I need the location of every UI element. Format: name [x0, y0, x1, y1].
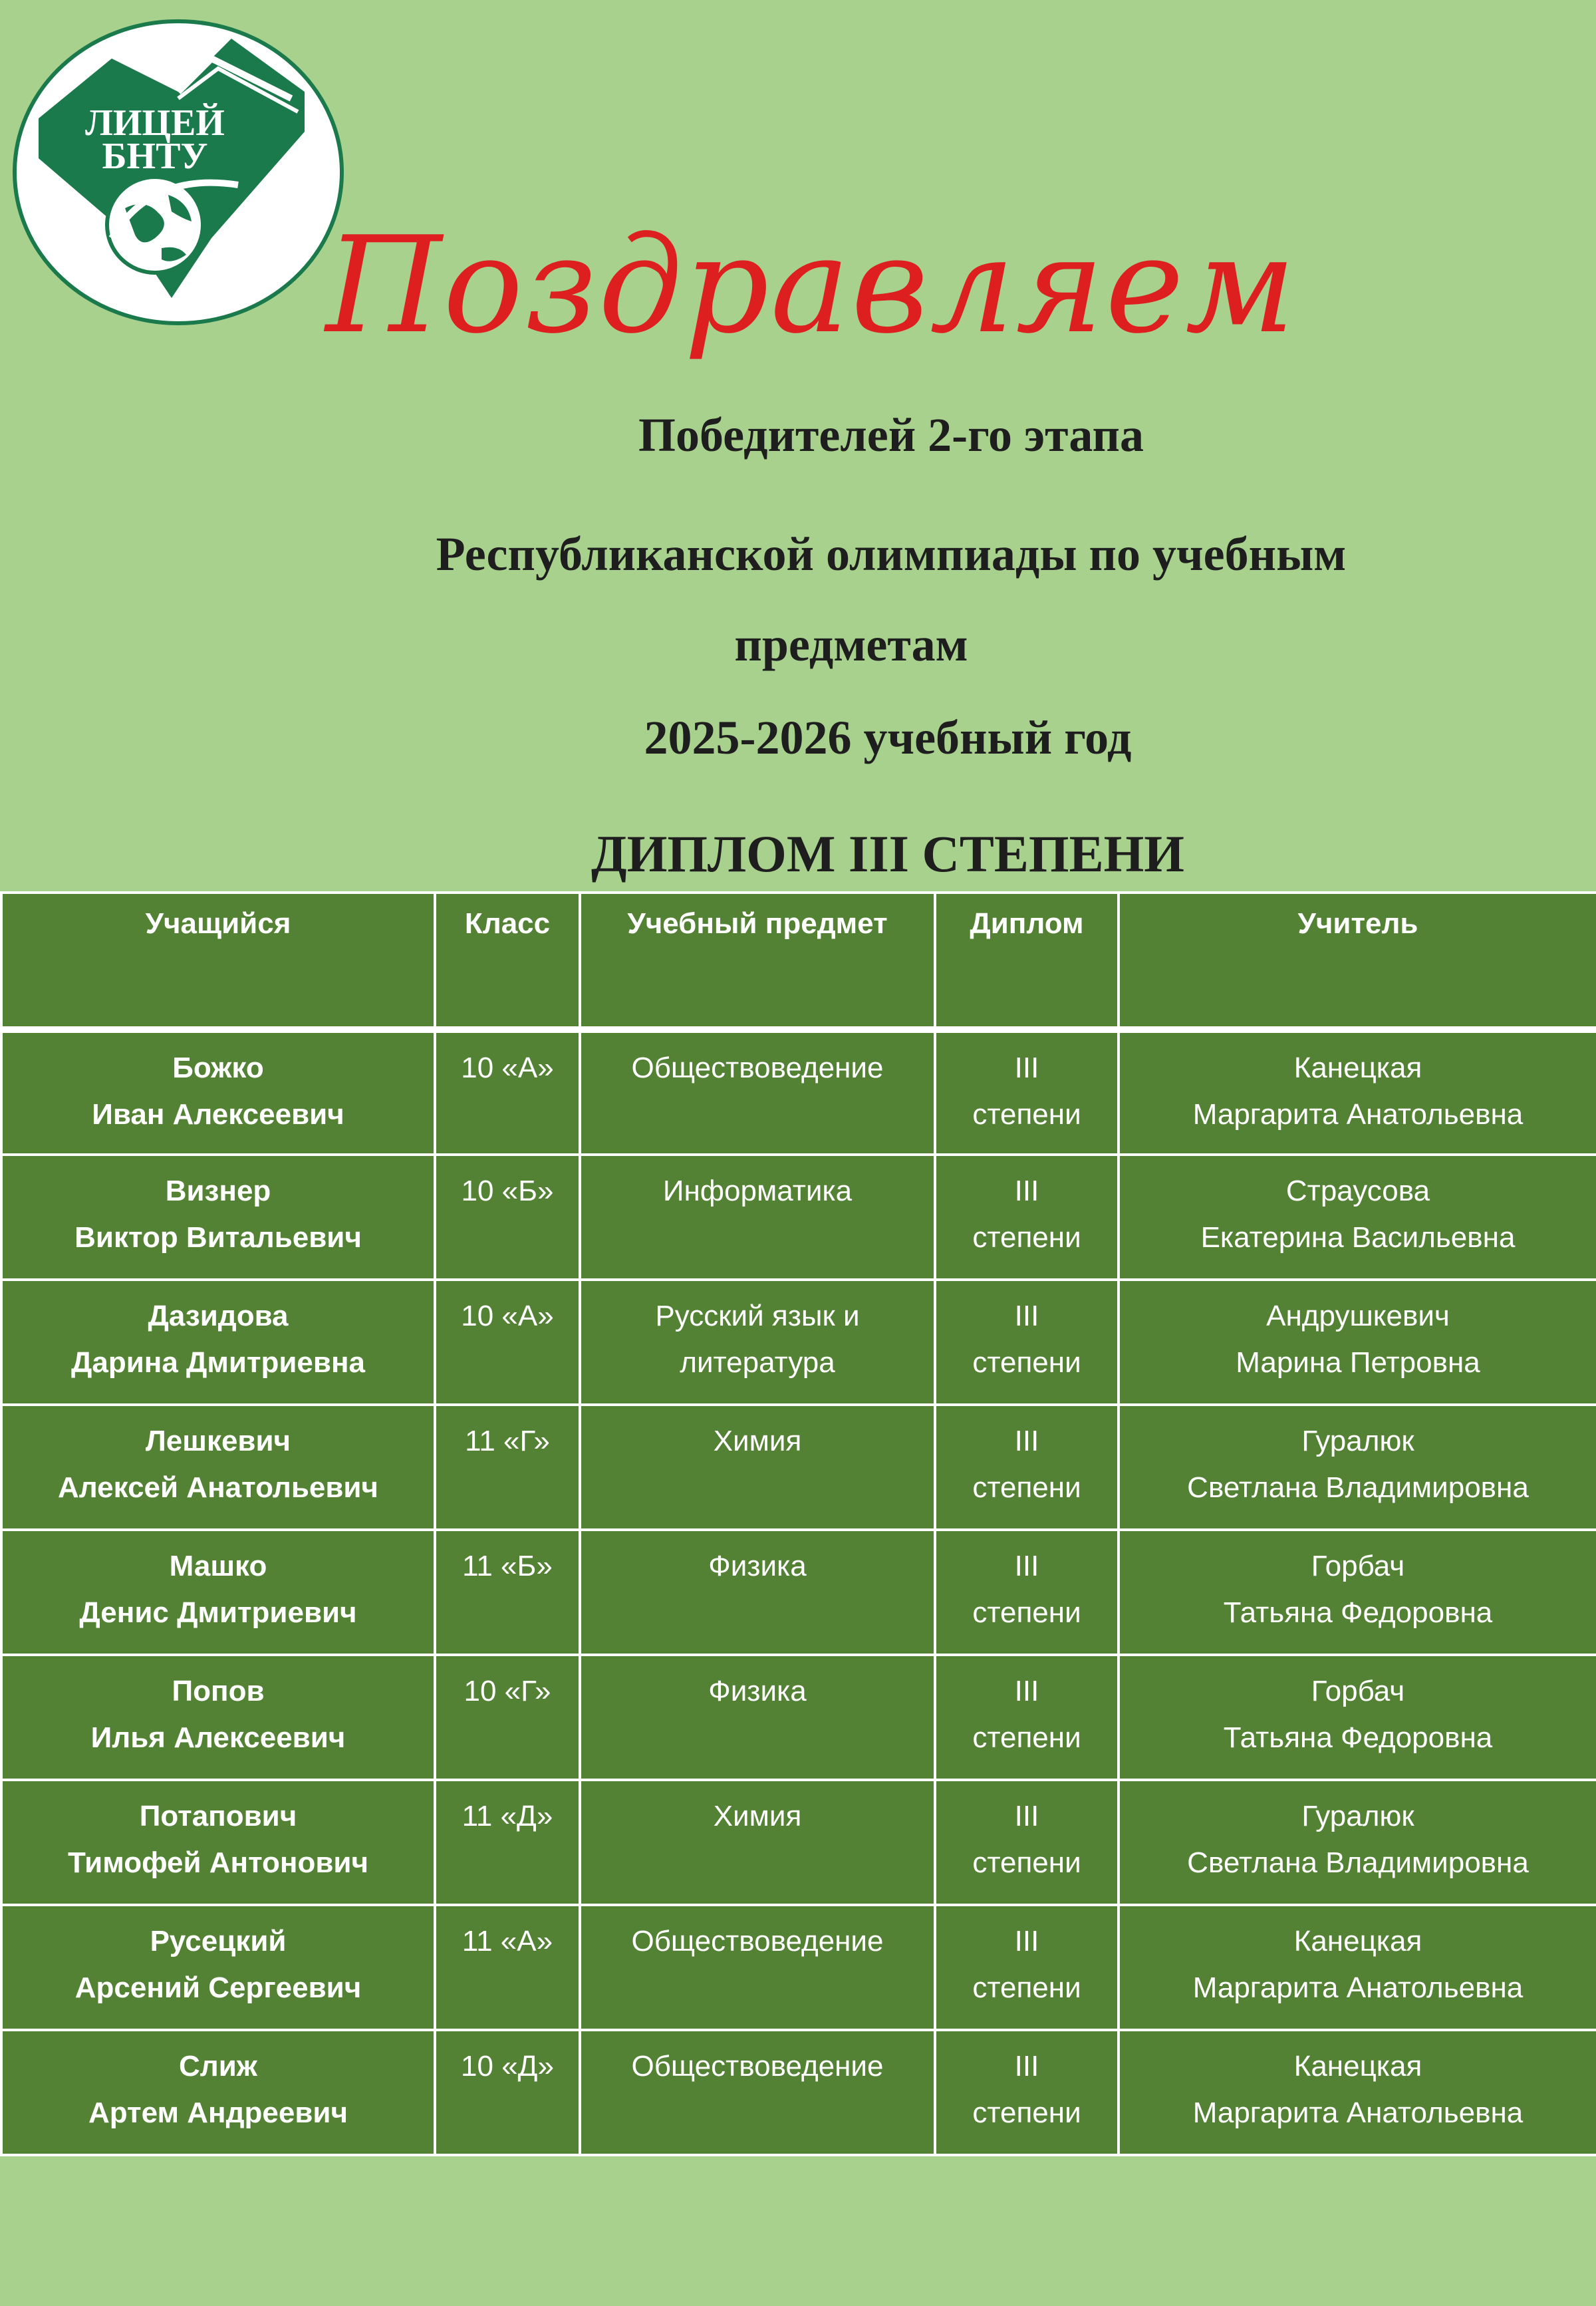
table-row	[1, 1780, 1596, 1905]
teacher-cell	[1119, 1530, 1596, 1655]
diploma-degree: III	[1014, 1052, 1039, 1084]
teacher-surname: Канецкая	[1293, 2050, 1422, 2083]
diploma-cell	[935, 1405, 1119, 1530]
student-cell	[1, 1405, 435, 1530]
subject-cell	[580, 1405, 935, 1530]
teacher-surname: Канецкая	[1293, 1052, 1422, 1084]
subject-cell	[580, 2030, 935, 2155]
subject-cell	[580, 1155, 935, 1280]
teacher-given-name: Татьяна Федоровна	[1223, 1721, 1493, 1754]
diploma-word: степени	[972, 1346, 1081, 1379]
table-row	[1, 2030, 1596, 2155]
diploma-cell	[935, 1280, 1119, 1405]
student-given-name: Дарина Дмитриевна	[71, 1346, 365, 1379]
teacher-cell	[1119, 1405, 1596, 1530]
congratulations-title: Поздравляем	[325, 208, 1297, 363]
student-given-name: Илья Алексеевич	[90, 1721, 346, 1754]
subject-cell	[580, 1030, 935, 1155]
teacher-given-name: Марина Петровна	[1236, 1346, 1480, 1379]
teacher-cell	[1119, 1155, 1596, 1280]
class-cell: 11 «А»	[435, 1905, 580, 2030]
student-cell	[1, 1030, 435, 1155]
teacher-surname: Гуралюк	[1301, 1800, 1414, 1832]
subject-line-2: литература	[680, 1346, 835, 1379]
subject-line-1: Обществоведение	[631, 2050, 884, 2083]
student-cell	[1, 1155, 435, 1280]
teacher-given-name: Маргарита Анатольевна	[1192, 1971, 1524, 2004]
teacher-surname: Горбач	[1311, 1550, 1405, 1582]
diploma-word: степени	[972, 1221, 1081, 1254]
header-subject: Учебный предмет	[580, 893, 935, 1030]
subject-cell	[580, 1655, 935, 1780]
student-cell	[1, 1655, 435, 1780]
teacher-surname: Гуралюк	[1301, 1425, 1414, 1457]
diploma-cell	[935, 1155, 1119, 1280]
subject-cell	[580, 1905, 935, 2030]
diploma-cell	[935, 2030, 1119, 2155]
table-row	[1, 1155, 1596, 1280]
diploma-word: степени	[972, 1721, 1081, 1754]
diploma-cell	[935, 1530, 1119, 1655]
header-teacher: Учитель	[1119, 893, 1596, 1030]
diploma-degree: III	[1014, 2050, 1039, 2083]
diploma-cell	[935, 1655, 1119, 1780]
subtitle-line-2: Республиканской олимпиады по учебным	[436, 527, 1347, 581]
teacher-given-name: Татьяна Федоровна	[1223, 1596, 1493, 1629]
subtitle-line-3: предметам	[734, 618, 968, 671]
subject-line-1: Информатика	[662, 1175, 853, 1207]
student-cell	[1, 1280, 435, 1405]
teacher-surname: Страусова	[1285, 1175, 1430, 1207]
diploma-degree: III	[1014, 1800, 1039, 1832]
student-given-name: Виктор Витальевич	[74, 1221, 362, 1254]
teacher-cell	[1119, 1030, 1596, 1155]
header-class: Класс	[435, 893, 580, 1030]
student-cell	[1, 2030, 435, 2155]
logo-text-line2: БНТУ	[102, 136, 208, 177]
student-given-name: Денис Дмитриевич	[79, 1596, 357, 1629]
subject-line-1: Русский язык и	[655, 1300, 860, 1332]
diploma-word: степени	[972, 2096, 1081, 2129]
class-cell: 10 «Б»	[435, 1155, 580, 1280]
header-diploma: Диплом	[935, 893, 1119, 1030]
table-row	[1, 1030, 1596, 1155]
diploma-word: степени	[972, 1846, 1081, 1879]
table-row	[1, 1280, 1596, 1405]
teacher-cell	[1119, 1905, 1596, 2030]
diploma-word: степени	[972, 1098, 1081, 1131]
teacher-cell	[1119, 1280, 1596, 1405]
winners-table	[0, 891, 1596, 2156]
diploma-degree: III	[1014, 1425, 1039, 1457]
class-cell: 11 «Б»	[435, 1530, 580, 1655]
student-given-name: Арсений Сергеевич	[74, 1971, 362, 2004]
teacher-cell	[1119, 2030, 1596, 2155]
diploma-degree: III	[1014, 1550, 1039, 1582]
subject-cell	[580, 1780, 935, 1905]
student-given-name: Алексей Анатольевич	[58, 1471, 378, 1504]
subject-cell	[580, 1530, 935, 1655]
subject-line-1: Физика	[708, 1550, 807, 1582]
teacher-cell	[1119, 1655, 1596, 1780]
diploma-degree: III	[1014, 1300, 1039, 1332]
teacher-surname: Горбач	[1311, 1675, 1405, 1707]
table-header-row	[1, 893, 1596, 1030]
teacher-given-name: Светлана Владимировна	[1187, 1471, 1529, 1504]
student-surname: Слиж	[179, 2050, 257, 2083]
teacher-surname: Андрушкевич	[1266, 1300, 1450, 1332]
teacher-given-name: Маргарита Анатольевна	[1192, 2096, 1524, 2129]
logo-text-line1: ЛИЦЕЙ	[85, 102, 225, 144]
diploma-cell	[935, 1030, 1119, 1155]
student-surname: Дазидова	[148, 1300, 289, 1332]
teacher-given-name: Екатерина Васильевна	[1200, 1221, 1516, 1254]
diploma-word: степени	[972, 1471, 1081, 1504]
student-given-name: Тимофей Антонович	[67, 1846, 369, 1879]
subject-line-1: Обществоведение	[631, 1925, 884, 1957]
student-cell	[1, 1530, 435, 1655]
diploma-cell	[935, 1905, 1119, 2030]
diploma-word: степени	[972, 1971, 1081, 2004]
student-given-name: Артем Андреевич	[88, 2096, 348, 2129]
subtitle-line-1: Победителей 2-го этапа	[638, 408, 1144, 462]
teacher-given-name: Светлана Владимировна	[1187, 1846, 1529, 1879]
class-cell: 11 «Д»	[435, 1780, 580, 1905]
class-cell: 10 «А»	[435, 1030, 580, 1155]
diploma-degree: III	[1014, 1175, 1039, 1207]
student-surname: Потапович	[139, 1800, 297, 1832]
diploma-cell	[935, 1780, 1119, 1905]
diploma-word: степени	[972, 1596, 1081, 1629]
student-surname: Машко	[169, 1550, 267, 1582]
class-cell: 11 «Г»	[435, 1405, 580, 1530]
teacher-surname: Канецкая	[1293, 1925, 1422, 1957]
student-surname: Божко	[172, 1052, 264, 1084]
academic-year: 2025-2026 учебный год	[644, 711, 1132, 764]
subject-line-1: Химия	[713, 1425, 802, 1457]
subject-line-1: Химия	[713, 1800, 802, 1832]
diploma-degree: III	[1014, 1675, 1039, 1707]
header-student: Учащийся	[1, 893, 435, 1030]
class-cell: 10 «А»	[435, 1280, 580, 1405]
student-cell	[1, 1905, 435, 2030]
table-row	[1, 1905, 1596, 2030]
student-given-name: Иван Алексеевич	[92, 1098, 344, 1131]
table-row	[1, 1655, 1596, 1780]
class-cell: 10 «Г»	[435, 1655, 580, 1780]
student-surname: Визнер	[165, 1175, 271, 1207]
teacher-cell	[1119, 1780, 1596, 1905]
diploma-title: ДИПЛОМ III СТЕПЕНИ	[591, 825, 1184, 883]
student-surname: Попов	[172, 1675, 265, 1707]
subject-line-1: Обществоведение	[631, 1052, 884, 1084]
class-cell: 10 «Д»	[435, 2030, 580, 2155]
student-cell	[1, 1780, 435, 1905]
subject-cell	[580, 1280, 935, 1405]
student-surname: Русецкий	[150, 1925, 287, 1957]
subject-line-1: Физика	[708, 1675, 807, 1707]
table-row	[1, 1530, 1596, 1655]
diploma-degree: III	[1014, 1925, 1039, 1957]
student-surname: Лешкевич	[145, 1425, 291, 1457]
table-row	[1, 1405, 1596, 1530]
teacher-given-name: Маргарита Анатольевна	[1192, 1098, 1524, 1131]
